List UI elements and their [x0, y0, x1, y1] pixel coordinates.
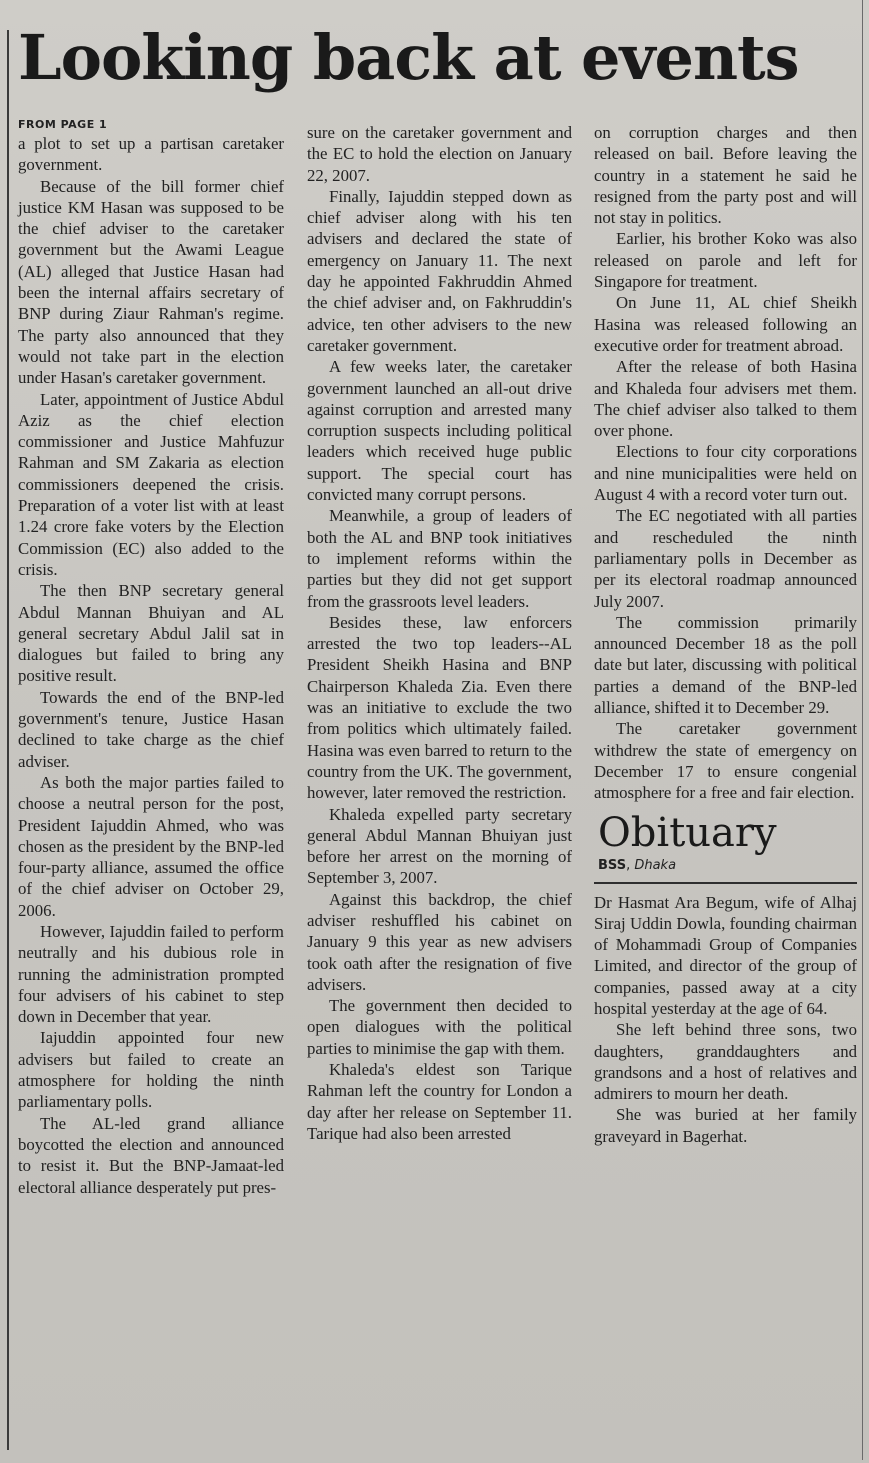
paragraph: Earlier, his brother Koko was also released on parole and left for Singapore for treatment.	[594, 229, 857, 292]
paragraph: The EC negotiated with all parties and rescheduled the ninth parliamentary polls in December as per its electoral roadmap announced July 2007.	[594, 506, 857, 611]
obituary-paragraph: She left behind three sons, two daughters, granddaughters and grandsons and a host of relatives and admirers to mourn her death.	[594, 1020, 857, 1104]
paragraph: A few weeks later, the caretaker government launched an all-out drive against corruption and arrested many corruption suspects including political leaders which received huge public support. The special court has convicted many corrupt persons.	[307, 357, 572, 505]
obituary-paragraph: She was buried at her family graveyard in Bagerhat.	[594, 1105, 857, 1146]
right-column-rule	[862, 0, 863, 1460]
paragraph: As both the major parties failed to choose a neutral person for the post, President Iajuddin Ahmed, who was chosen as the president by the BNP-led four-party alliance, assumed the office of the chief adviser on October 29, 2006.	[18, 772, 284, 920]
article-column-3	[594, 122, 857, 1147]
left-column-rule	[7, 30, 9, 1450]
paragraph: on corruption charges and then released on bail. Before leaving the country in a statement he said he resigned from the party post and will not stay in politics.	[594, 123, 857, 228]
paragraph: Khaleda expelled party secretary general Abdul Mannan Bhuiyan just before her arrest on the morning of September 3, 2007.	[307, 804, 572, 888]
obituary-divider	[594, 882, 857, 884]
obituary-byline: BSS, Dhaka	[598, 857, 677, 873]
article-column-1	[18, 118, 284, 1198]
paragraph: Because of the bill former chief justice KM Hasan was supposed to be the chief adviser to the caretaker government but the Awami League (AL) alleged that Justice Hasan had been the internal affairs secretary of BNP during Ziaur Rahman's regime. The party also announced that they would not take part in the election under Hasan's caretaker government.	[18, 176, 284, 388]
paragraph: The government then decided to open dialogues with the political parties to minimise the gap with them.	[307, 996, 572, 1058]
kicker: FROM PAGE 1	[18, 118, 108, 131]
paragraph: Besides these, law enforcers arrested the two top leaders--AL President Sheikh Hasina and BNP Chairperson Khaleda Zia. Even there was an initiative to exclude the two from politics which ultimately failed. Hasina was even barred to return to the country from the UK. The government, however, later removed the restriction.	[307, 612, 572, 803]
byline-agency: BSS	[598, 857, 627, 873]
paragraph: However, Iajuddin failed to perform neutrally and his dubious role in running the administration prompted four advisers of his cabinet to step down in December that year.	[18, 921, 284, 1027]
paragraph: Khaleda's eldest son Tarique Rahman left the country for London a day after her release on September 11. Tarique had also been arrested	[307, 1060, 572, 1143]
paragraph: The AL-led grand alliance boycotted the election and announced to resist it. But the BNP-Jamaat-led electoral alliance desperately put pres-	[18, 1113, 284, 1197]
obituary-title: Obituary	[598, 809, 777, 856]
article-column-2	[307, 122, 572, 1144]
byline-city: Dhaka	[634, 857, 677, 873]
paragraph: Finally, Iajuddin stepped down as chief adviser along with his ten advisers and declared the state of emergency on January 11. The next day he appointed Fakhruddin Ahmed the chief adviser and, on Fakhruddin's advice, ten other advisers to the new caretaker government.	[307, 186, 572, 355]
paragraph: On June 11, AL chief Sheikh Hasina was released following an executive order for treatment abroad.	[594, 293, 857, 355]
paragraph: After the release of both Hasina and Khaleda four advisers met them. The chief adviser also talked to them over phone.	[594, 357, 857, 441]
paragraph: The caretaker government withdrew the state of emergency on December 17 to ensure congenial atmosphere for a free and fair election.	[594, 719, 857, 803]
obituary-paragraph: Dr Hasmat Ara Begum, wife of Alhaj Siraj Uddin Dowla, founding chairman of Mohammadi Group of Companies Limited, and director of the group of companies, passed away at a city hospital yesterday at the age of 64.	[594, 892, 857, 1018]
paragraph: sure on the caretaker government and the EC to hold the election on January 22, 2007.	[307, 123, 572, 185]
paragraph: Elections to four city corporations and nine municipalities were held on August 4 with a record voter turn out.	[594, 442, 857, 505]
paragraph: a plot to set up a partisan caretaker government.	[18, 134, 284, 175]
paragraph: Iajuddin appointed four new advisers but failed to create an atmosphere for holding the ninth parliamentary polls.	[18, 1028, 284, 1112]
paragraph: The commission primarily announced December 18 as the poll date but later, discussing with political parties a demand of the BNP-led alliance, shifted it to December 29.	[594, 612, 857, 718]
paragraph: Later, appointment of Justice Abdul Aziz as the chief election commissioner and Justice Mahfuzur Rahman and SM Zakaria as election commissioners deepened the crisis. Preparation of a voter list with at least 1.24 crore fake voters by the Election Commission (EC) also added to the crisis.	[18, 389, 284, 579]
headline: Looking back at events	[18, 21, 799, 94]
paragraph: Against this backdrop, the chief adviser reshuffled his cabinet on January 9 this year as new advisers took oath after the resignation of five advisers.	[307, 889, 572, 994]
paragraph: The then BNP secretary general Abdul Mannan Bhuiyan and AL general secretary Abdul Jalil sat in dialogues but failed to bring any positive result.	[18, 581, 284, 686]
paragraph: Meanwhile, a group of leaders of both the AL and BNP took initiatives to implement reforms within the parties but they did not get support from the grassroots level leaders.	[307, 506, 572, 611]
paragraph: Towards the end of the BNP-led government's tenure, Justice Hasan declined to take charge as the chief adviser.	[18, 687, 284, 771]
